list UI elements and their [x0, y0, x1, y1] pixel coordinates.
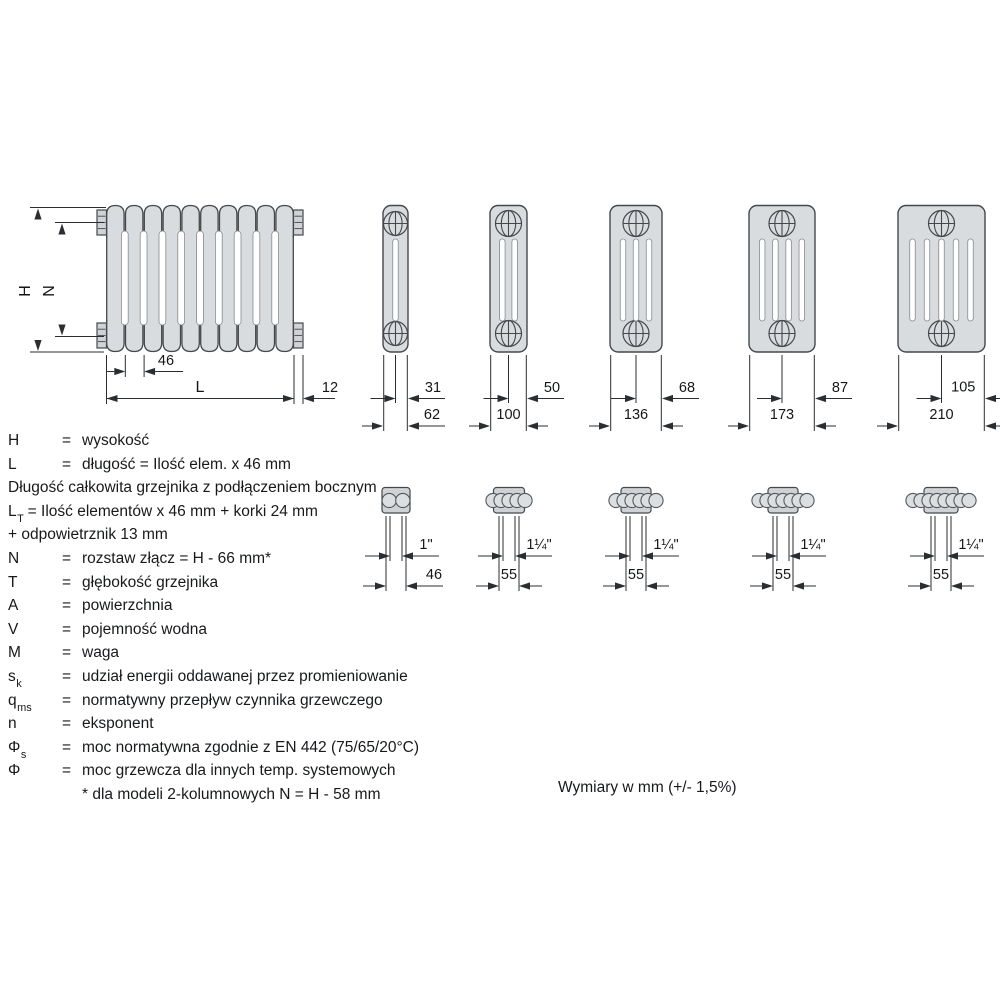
half-depth-dim-label: 105 [951, 379, 976, 396]
top-view-5col [750, 488, 826, 592]
cross-section-3col [469, 206, 564, 432]
half-depth-dim-label: 31 [424, 380, 442, 396]
thread-dim-label: 1¼" [800, 537, 826, 553]
legend-symbol: n [8, 715, 17, 733]
legend-symbol: M [8, 644, 21, 662]
legend-equals: = [62, 432, 72, 449]
legend-equals: = [62, 620, 72, 638]
legend-text: + odpowietrznik 13 mm [8, 526, 168, 544]
element-width-dim-label: 46 [157, 353, 175, 369]
cross-section-5col [728, 206, 852, 432]
legend-text: eksponent [82, 715, 154, 733]
front-length-dims [106, 353, 338, 404]
legend-text: wysokość [82, 432, 150, 449]
legend-row-vent [8, 523, 528, 547]
legend-row-H [8, 429, 528, 453]
legend-text: pojemność wodna [82, 620, 207, 638]
pitch-dim-label: 55 [774, 567, 792, 583]
pitch-dim-label: 55 [627, 567, 645, 583]
pitch-dim-label: 55 [500, 567, 518, 583]
legend-symbol: $s_k$ [8, 667, 22, 691]
legend-row-T [8, 571, 528, 595]
legend-symbol: V [8, 620, 19, 638]
top-view-4col [603, 488, 679, 592]
legend-symbol: N [8, 549, 20, 567]
legend-row-sk [8, 665, 528, 689]
front-view [97, 206, 303, 352]
length-dim-label: L [195, 379, 205, 396]
legend-text: moc grzewcza dla innych temp. systemowych [82, 762, 396, 780]
legend-row-A [8, 594, 528, 618]
legend-row-footnote [8, 783, 528, 807]
pitch-dim-label: 46 [425, 567, 443, 583]
legend-symbol: H [8, 432, 20, 449]
legend-text: moc normatywna zgodnie z EN 442 (75/65/20°C) [82, 738, 420, 756]
thread-dim-label: 1¼" [653, 537, 679, 553]
legend-equals: = [62, 667, 72, 685]
depth-dim-label: 100 [496, 407, 521, 423]
legend-row-phi [8, 759, 528, 783]
cross-section-4col [589, 206, 699, 432]
legend-equals: = [62, 691, 72, 709]
legend-text: długość = Ilość elem. x 46 mm [82, 455, 291, 473]
legend-row-qms [8, 689, 528, 713]
legend-symbol: T [8, 573, 18, 591]
cross-section-6col [877, 206, 1000, 432]
depth-dim-label: 136 [623, 407, 649, 423]
cross-section-2col [362, 206, 445, 432]
legend-equals: = [62, 549, 72, 567]
depth-dim-label: 210 [929, 407, 954, 423]
legend-text: powierzchnia [82, 597, 173, 615]
thread-dim-label: 1¼" [958, 537, 984, 553]
legend-text: waga [82, 644, 120, 662]
legend-symbol: $q_{ms}$ [8, 691, 32, 714]
depth-dim-label: 173 [769, 407, 795, 423]
legend-text: udział energii oddawanej przez promieniowanie [82, 667, 408, 685]
dimensions-note: Wymiary w mm (+/- 1,5%) [558, 779, 737, 796]
side-connection-dim-label: 12 [321, 380, 339, 396]
legend-equals: = [62, 738, 72, 756]
legend-equals: = [62, 455, 72, 473]
legend-row-M [8, 641, 528, 665]
node-spacing-dim-label: N [41, 285, 58, 297]
thread-dim-label: 1" [419, 537, 433, 553]
legend-row-n [8, 712, 528, 736]
pitch-dim-label: 55 [932, 567, 950, 583]
legend-equals: = [62, 644, 72, 662]
legend-text: głębokość grzejnika [82, 573, 219, 591]
legend-footnote: * dla modeli 2-kolumnowych N = H - 58 mm [82, 785, 381, 803]
legend-text: $L_T$ = Ilość elementów x 46 mm + korki 24 mm [8, 502, 318, 525]
legend-row-LT [8, 500, 528, 524]
legend-equals: = [62, 762, 72, 780]
legend-text: rozstaw złącz = H - 66 mm* [82, 549, 272, 567]
legend-symbol: L [8, 455, 17, 473]
legend-text: normatywny przepływ czynnika grzewczego [82, 691, 383, 709]
legend-row-total-length-caption [8, 476, 528, 500]
half-depth-dim-label: 50 [543, 380, 561, 396]
legend-row-L [8, 453, 528, 477]
top-view-6col [906, 488, 984, 592]
legend-text: Długość całkowita grzejnika z podłączeniem bocznym [8, 479, 377, 497]
legend-symbol: A [8, 597, 19, 615]
legend-equals: = [62, 715, 72, 733]
legend-symbol: Φ [8, 762, 21, 780]
legend-equals: = [62, 573, 72, 591]
depth-dim-label: 62 [423, 407, 441, 423]
legend [8, 429, 528, 807]
legend-row-phi-s [8, 736, 528, 760]
legend-row-N [8, 547, 528, 571]
half-depth-dim-label: 87 [831, 380, 849, 396]
half-depth-dim-label: 68 [678, 380, 696, 396]
legend-equals: = [62, 597, 72, 615]
height-dim-label: H [17, 285, 34, 297]
legend-symbol: $\Phi_s$ [8, 738, 27, 761]
legend-row-V [8, 618, 528, 642]
front-height-dims [17, 208, 106, 353]
thread-dim-label: 1¼" [526, 537, 552, 553]
